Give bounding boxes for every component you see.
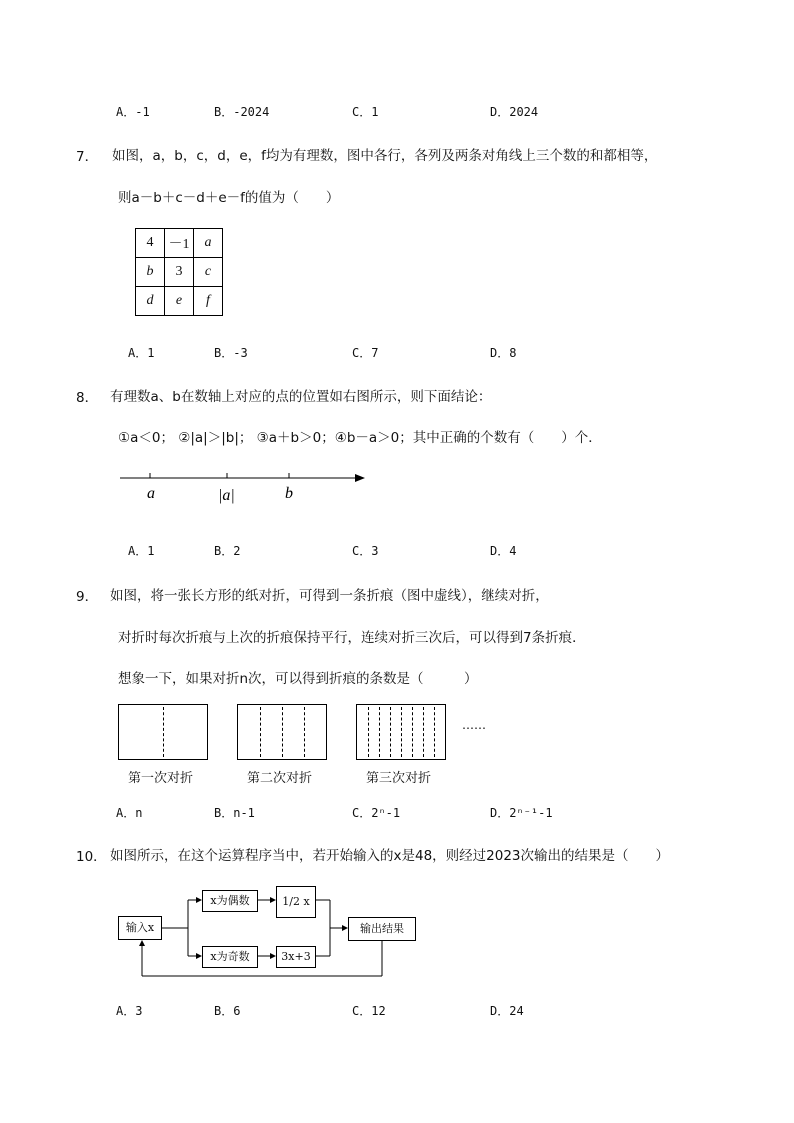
q9-line2: 对折时每次折痕与上次的折痕保持平行，连续对折三次后，可以得到7条折痕．: [118, 630, 586, 646]
q8-option-a: A．1: [128, 544, 155, 558]
grid-cell: c: [194, 258, 223, 287]
q8-number: 8．: [76, 390, 99, 406]
q10-option-a: A．3: [116, 1004, 143, 1018]
q6-option-a: A．-1: [116, 105, 150, 119]
grid-cell: e: [165, 287, 194, 316]
magic-square-grid: [135, 228, 223, 316]
number-line: [115, 462, 375, 512]
grid-cell: a: [194, 229, 223, 258]
q9-line1: 如图，将一张长方形的纸对折，可得到一条折痕（图中虚线），继续对折，: [110, 588, 549, 604]
flow-output-box: 输出结果: [348, 917, 416, 941]
q10-option-c: C．12: [352, 1004, 386, 1018]
q8-option-c: C．3: [352, 544, 379, 558]
q9-option-a: A．n: [116, 806, 143, 820]
grid-cell: 3: [165, 258, 194, 287]
q7-option-a: A．1: [128, 346, 155, 360]
q7-line2: 则a－b＋c－d＋e－f的值为（ ）: [118, 190, 340, 206]
caption-third-fold: 第三次对折: [366, 771, 432, 786]
q7-option-b: B．-3: [214, 346, 248, 360]
q10-option-b: B．6: [214, 1004, 241, 1018]
q10-number: 10．: [76, 849, 107, 865]
flow-even-box: x为偶数: [202, 890, 258, 912]
flow-odd-box: x为奇数: [202, 946, 258, 968]
axis-label-abs-a: |a|: [218, 487, 235, 504]
q6-option-b: B．-2024: [214, 105, 270, 119]
q9-option-d: D．2ⁿ⁻¹-1: [490, 806, 553, 820]
grid-cell: b: [136, 258, 165, 287]
fold-diagram-second: [237, 704, 327, 760]
grid-cell: d: [136, 287, 165, 316]
q8-option-d: D．4: [490, 544, 517, 558]
q10-option-d: D．24: [490, 1004, 524, 1018]
grid-cell: 4: [136, 229, 165, 258]
caption-first-fold: 第一次对折: [128, 771, 194, 786]
flow-input-box: 输入x: [118, 916, 162, 940]
fold-ellipsis: ……: [462, 718, 486, 732]
q6-option-c: C．1: [352, 105, 379, 119]
q8-line1: 有理数a、b在数轴上对应的点的位置如右图所示，则下面结论：: [110, 389, 492, 405]
q7-option-c: C．7: [352, 346, 379, 360]
q8-line2: ①a＜0； ②|a|＞|b|； ③a＋b＞0；④b－a＞0；其中正确的个数有（ ）个．: [118, 430, 602, 446]
q9-line3: 想象一下，如果对折n次，可以得到折痕的条数是（ ）: [118, 671, 478, 687]
fold-diagram-first: [118, 704, 208, 760]
caption-second-fold: 第二次对折: [247, 771, 313, 786]
axis-label-b: b: [285, 485, 293, 502]
flow-triple-box: 3x+3: [276, 946, 316, 968]
axis-label-a: a: [147, 485, 155, 502]
q9-option-c: C．2ⁿ-1: [352, 806, 401, 820]
fold-diagram-third: [356, 704, 446, 760]
q7-option-d: D．8: [490, 346, 517, 360]
q7-number: 7．: [76, 149, 99, 165]
q9-number: 9．: [76, 589, 99, 605]
q10-line1: 如图所示，在这个运算程序当中，若开始输入的x是48，则经过2023次输出的结果是（ ）: [110, 848, 670, 864]
grid-cell: f: [194, 287, 223, 316]
grid-cell: －1: [165, 229, 194, 258]
q9-option-b: B．n-1: [214, 806, 255, 820]
q6-option-d: D．2024: [490, 105, 539, 119]
q8-option-b: B．2: [214, 544, 241, 558]
flow-half-box: 1/2 x: [276, 886, 316, 918]
q7-line1: 如图，a，b，c，d，e，f均为有理数，图中各行，各列及两条对角线上三个数的和都相等，: [112, 148, 658, 164]
